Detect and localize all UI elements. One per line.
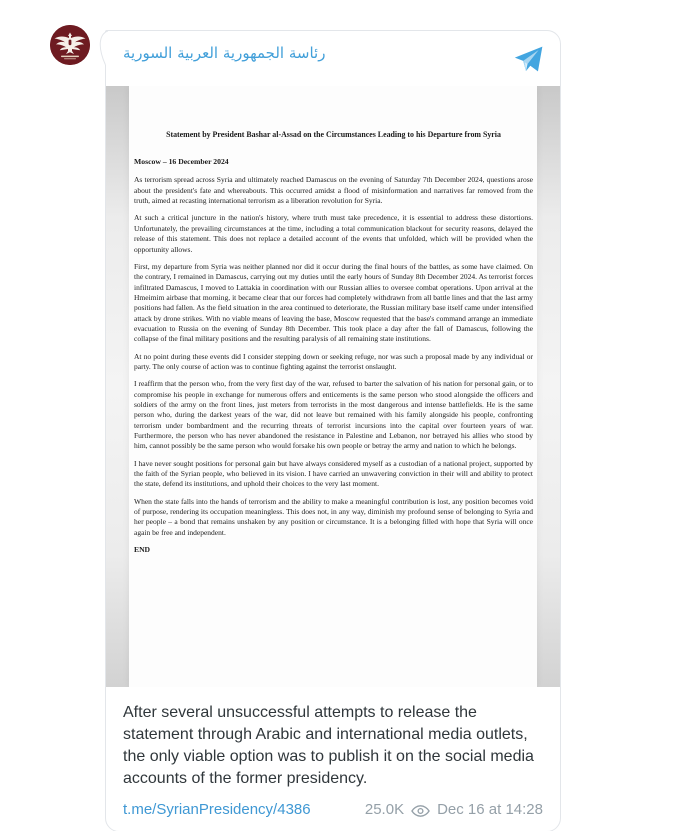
document-paragraph: At no point during these events did I consider stepping down or seeking refuge, nor was such a proposal made by any individual or party. The only course of action was to continue fighting against the terrorist onslaught. — [134, 351, 533, 371]
bubble-tail — [95, 30, 108, 65]
syrian-eagle-emblem-icon — [50, 25, 90, 65]
message-header — [106, 31, 560, 86]
message-caption: After several unsuccessful attempts to release the statement through Arabic and international media outlets, the only viable option was to publish it on the social media accounts of the former presidency. — [123, 704, 534, 787]
channel-name-link[interactable]: رئاسة الجمهورية العربية السورية — [123, 44, 326, 62]
document-paragraph: When the state falls into the hands of terrorism and the ability to make a meaningful contribution is lost, any position becomes void of purpose, rendering its occupation meaningless. This does not, in any way, diminish my profound sense of belonging to Syria and her people – a bond that remains unshaken by any position or circumstance. It is a belonging filled with hope that Syria will once again be free and independent. — [134, 496, 533, 537]
document-paragraph: As terrorism spread across Syria and ultimately reached Damascus on the evening of Saturday 7th December 2024, questions arose about the president's fate and whereabouts. This occurred amidst a flood of misinformation and narratives far removed from the truth, aimed at recasting international terrorism as a liberation revolution for Syria. — [134, 175, 533, 206]
message-footer — [106, 799, 560, 831]
message-bubble — [105, 30, 561, 831]
telegram-plane-icon[interactable] — [514, 46, 543, 77]
document-end-label: END — [134, 545, 151, 555]
statement-image[interactable] — [106, 86, 560, 687]
channel-avatar[interactable] — [50, 25, 90, 65]
document-paragraph: I have never sought positions for personal gain but have always considered myself as a custodian of a national project, supported by the faith of the Syrian people, who believed in its vision. I have carried an unwavering conviction in their will and ability to protect the state, defend its institutions, and uphold their choices to the very last moment. — [134, 458, 533, 489]
statement-document — [129, 86, 537, 687]
photo-left-margin — [106, 86, 129, 687]
document-paragraph: I reaffirm that the person who, from the very first day of the war, refused to barter the salvation of his nation for personal gain, or to compromise his people in exchange for numerous offers and enticements is the same person who stood alongside the officers and soldiers of the army on the front lines, just meters from terrorists in the most dangerous and intense battlefields. He is the same person who, during the darkest years of the war, did not leave but remained with his family alongside his people, confronting terrorism under bombardment and the recurring threats of terrorist incursions into the capital over fourteen years of war. Furthermore, the person who has never abandoned the resistance in Palestine and Lebanon, nor betrayed his allies who stood by him, cannot possibly be the same person who would forsake his own people or betray the army and nation to which he belongs. — [134, 379, 533, 451]
photo-right-margin — [537, 86, 560, 687]
document-paragraph: At such a critical juncture in the nation's history, where truth must take precedence, it is essential to address these distortions. Unfortunately, the prevailing circumstances at the time, including a total communication blackout for security reasons, delayed the release of this statement. This does not replace a detailed account of the events that unfolded, which will be provided when the opportunity allows. — [134, 213, 533, 254]
views-count: 25.0K — [364, 801, 405, 818]
message-meta — [365, 801, 543, 818]
document-title: Statement by President Bashar al-Assad on the Circumstances Leading to his Departure from Syria — [166, 130, 501, 139]
document-dateline: Moscow – 16 December 2024 — [134, 156, 229, 166]
post-link[interactable]: t.me/SyrianPresidency/4386 — [123, 801, 311, 818]
timestamp: Dec 16 at 14:28 — [437, 801, 543, 818]
document-paragraph: First, my departure from Syria was neither planned nor did it occur during the final hours of the battles, as some have claimed. On the contrary, I remained in Damascus, carrying out my duties until the early hours of Sunday 8th December 2024. As terrorist forces infiltrated Damascus, I moved to Lattakia in coordination with our Russian allies to oversee combat operations. Upon arrival at the Hmeimim airbase that morning, it became clear that our forces had completely withdrawn from all battle lines and that the last army positions had fallen. As the field situation in the area continued to deteriorate, the Russian military base itself came under intensified attack by drone strikes. With no viable means of leaving the base, Moscow requested that the base's command arrange an immediate evacuation to Russia on the evening of Sunday 8th December. This took place a day after the fall of Damascus, following the collapse of the final military positions and the resulting paralysis of all remaining state institutions. — [134, 261, 533, 344]
eye-icon — [411, 804, 430, 818]
